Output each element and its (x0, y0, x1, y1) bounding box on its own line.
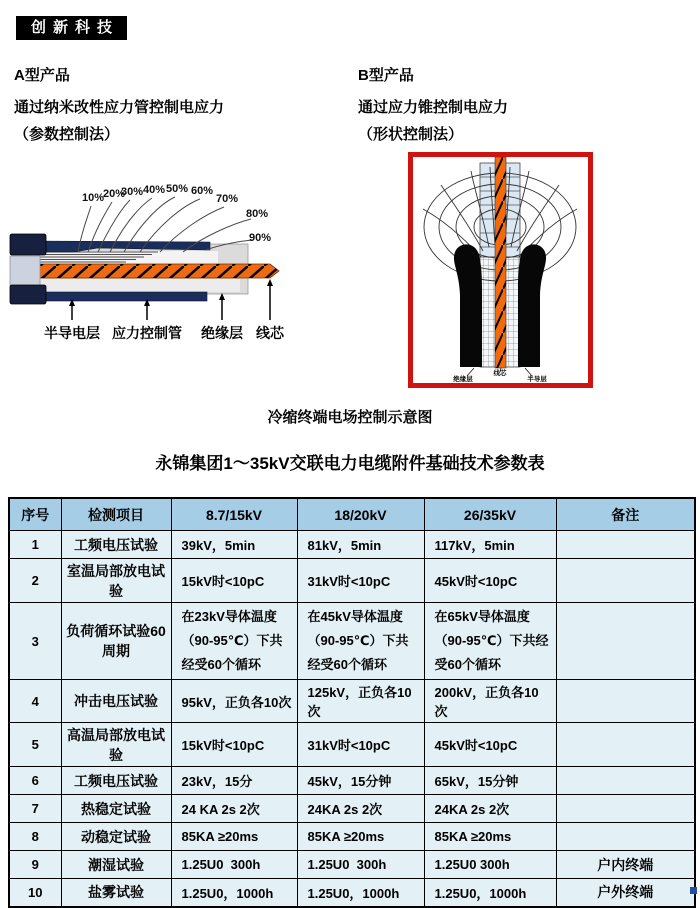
cell-v1: 95kV，正负各10次 (171, 680, 297, 723)
cell-item: 冲击电压试验 (61, 680, 171, 723)
cell-v3: 24KA 2s 2次 (424, 795, 556, 823)
cell-item: 工频电压试验 (61, 767, 171, 795)
percent-label-50: 50% (165, 183, 189, 195)
cell-item: 工频电压试验 (61, 531, 171, 559)
table-row (9, 559, 695, 603)
cell-v2: 在45kV导体温度（90-95℃）下共经受60个循环 (297, 603, 424, 680)
label-semiconductive-layer: 半导电层 (44, 325, 100, 341)
table-row (9, 879, 695, 907)
cell-v2: 1.25U0，1000h (297, 879, 424, 907)
product-a-line1: 通过纳米改性应力管控制电应力 (14, 99, 225, 116)
parameters-table (8, 497, 696, 908)
cone-label-semiconductive: 半导层 (527, 376, 547, 383)
cell-item: 动稳定试验 (61, 823, 171, 851)
label-core: 线芯 (256, 325, 284, 341)
cell-v1: 15kV时<10pC (171, 723, 297, 767)
cell-v2: 45kV，15分钟 (297, 767, 424, 795)
stress-cone-diagram-frame (408, 152, 593, 388)
table-row (9, 680, 695, 723)
cell-v3: 65kV，15分钟 (424, 767, 556, 795)
cell-no: 2 (9, 559, 61, 603)
percent-label-30: 30% (120, 186, 144, 198)
percent-label-80: 80% (245, 208, 269, 220)
cell-no: 1 (9, 531, 61, 559)
cell-item: 热稳定试验 (61, 795, 171, 823)
table-row (9, 823, 695, 851)
cell-note (556, 723, 695, 767)
label-stress-control-tube: 应力控制管 (112, 325, 182, 341)
cell-note (556, 531, 695, 559)
cell-v2: 81kV，5min (297, 531, 424, 559)
cell-item: 负荷循环试验60周期 (61, 603, 171, 680)
cell-v1: 在23kV导体温度（90-95℃）下共经受60个循环 (171, 603, 297, 680)
percent-label-90: 90% (248, 232, 272, 244)
cell-v1: 15kV时<10pC (171, 559, 297, 603)
cell-v3: 200kV，正负各10次 (424, 680, 556, 723)
cell-v3: 1.25U0 300h (424, 851, 556, 879)
cone-label-insulation: 绝缘层 (453, 376, 473, 383)
cable-diagram-svg (8, 168, 338, 348)
col-header-kv1: 8.7/15kV (171, 498, 297, 531)
cell-note: 户内终端 (556, 851, 695, 879)
stress-tube-lines (38, 251, 218, 264)
cell-no: 6 (9, 767, 61, 795)
col-header-note: 备注 (556, 498, 695, 531)
cell-v2: 125kV，正负各10次 (297, 680, 424, 723)
cell-note: 户外终端 (556, 879, 695, 907)
cone-conductor-core (495, 157, 506, 368)
product-b-line1: 通过应力锥控制电应力 (358, 99, 509, 116)
cell-no: 8 (9, 823, 61, 851)
semiconductive-bottom-layer (32, 292, 207, 301)
diagram-caption: 冷缩终端电场控制示意图 (267, 409, 433, 426)
cell-no: 9 (9, 851, 61, 879)
cell-no: 7 (9, 795, 61, 823)
product-a-title: A型产品 (14, 67, 70, 84)
table-row (9, 851, 695, 879)
cell-note (556, 559, 695, 603)
col-header-item: 检测项目 (61, 498, 171, 531)
cell-v1: 24 KA 2s 2次 (171, 795, 297, 823)
cell-note (556, 823, 695, 851)
cell-no: 10 (9, 879, 61, 907)
cell-v2: 24KA 2s 2次 (297, 795, 424, 823)
cell-v1: 1.25U0 300h (171, 851, 297, 879)
cell-v3: 45kV时<10pC (424, 723, 556, 767)
table-header-row (9, 498, 695, 531)
percent-label-20: 20% (102, 188, 126, 200)
percent-label-70: 70% (215, 193, 239, 205)
cell-item: 盐雾试验 (61, 879, 171, 907)
cell-no: 5 (9, 723, 61, 767)
cell-no: 4 (9, 680, 61, 723)
col-header-kv2: 18/20kV (297, 498, 424, 531)
cell-note (556, 767, 695, 795)
percent-label-10: 10% (81, 192, 105, 204)
col-header-kv3: 26/35kV (424, 498, 556, 531)
cell-v3: 在65kV导体温度（90-95℃）下共经受60个循环 (424, 603, 556, 680)
table-title: 永锦集团1～35kV交联电力电缆附件基础技术参数表 (155, 454, 545, 473)
cell-note (556, 603, 695, 680)
cell-v1: 85KA ≥20ms (171, 823, 297, 851)
cell-note (556, 795, 695, 823)
percent-label-60: 60% (190, 185, 214, 197)
innovation-badge: 创新科技 (16, 16, 127, 40)
cell-v2: 85KA ≥20ms (297, 823, 424, 851)
product-b-title: B型产品 (358, 67, 414, 84)
cell-v1: 23kV，15分 (171, 767, 297, 795)
table-row (9, 795, 695, 823)
cell-note (556, 680, 695, 723)
table-row (9, 603, 695, 680)
col-header-no: 序号 (9, 498, 61, 531)
cell-item: 室温局部放电试验 (61, 559, 171, 603)
cone-label-core: 线芯 (493, 370, 507, 377)
cell-v3: 85KA ≥20ms (424, 823, 556, 851)
cell-item: 高温局部放电试验 (61, 723, 171, 767)
cell-v3: 117kV，5min (424, 531, 556, 559)
conductor-core (32, 264, 279, 278)
layer-labels (44, 325, 285, 341)
cell-v2: 31kV时<10pC (297, 559, 424, 603)
product-a-line2: （参数控制法） (14, 126, 120, 143)
cell-v1: 1.25U0，1000h (171, 879, 297, 907)
percent-label-40: 40% (142, 184, 166, 196)
table-row (9, 767, 695, 795)
cable-stress-tube-diagram (8, 168, 338, 348)
cell-v2: 31kV时<10pC (297, 723, 424, 767)
cell-item: 潮湿试验 (61, 851, 171, 879)
cell-v1: 39kV，5min (171, 531, 297, 559)
cell-v3: 1.25U0，1000h (424, 879, 556, 907)
cell-v3: 45kV时<10pC (424, 559, 556, 603)
stress-cone-svg (413, 157, 588, 383)
page-corner-mark (690, 887, 697, 894)
product-b-line2: （形状控制法） (358, 126, 464, 143)
table-row (9, 531, 695, 559)
cell-no: 3 (9, 603, 61, 680)
cone-layer-labels (453, 368, 547, 383)
cell-v2: 1.25U0 300h (297, 851, 424, 879)
label-insulation-layer: 绝缘层 (201, 325, 243, 341)
table-row (9, 723, 695, 767)
